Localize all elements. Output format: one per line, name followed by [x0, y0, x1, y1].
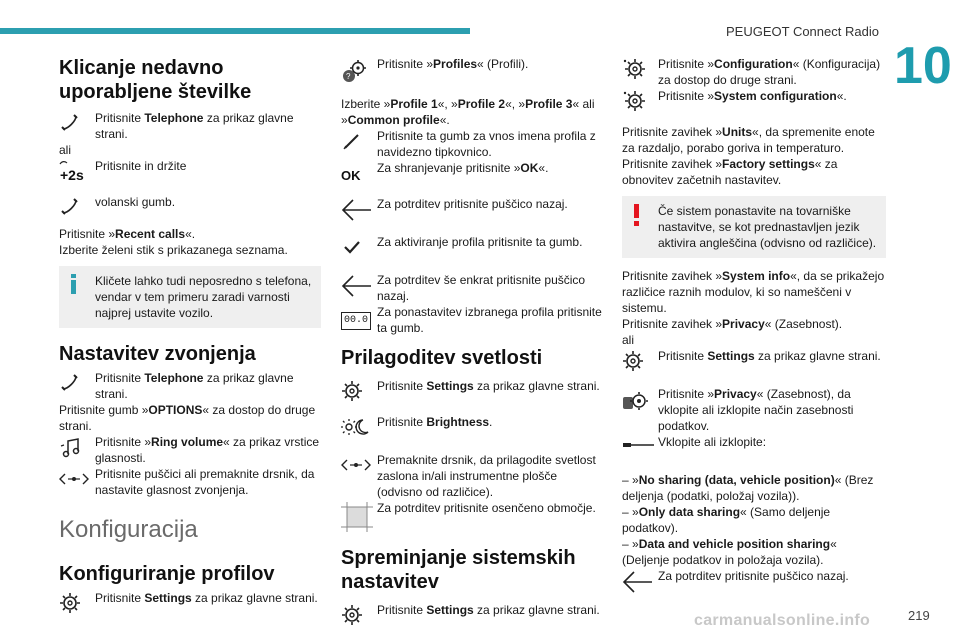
step-system-1: Pritisnite Settings za prikaz glavne strani.: [341, 602, 603, 634]
info-note: Kličete lahko tudi neposredno s telefona, vendar v tem primeru zaradi varnosti najprej ustavite vozilo.: [59, 266, 321, 328]
check-mark-icon: [341, 234, 377, 266]
step-name-profile: Pritisnite ta gumb za vnos imena profila z navidezno tipkovnico.: [341, 128, 603, 160]
hold-label: +2s: [60, 167, 84, 183]
column-3: [622, 56, 886, 600]
step-recent-3: volanski gumb.: [59, 194, 321, 226]
heading-configuration: Konfiguracija: [59, 516, 198, 543]
chapter-number: 10: [894, 37, 952, 95]
info-icon: [69, 274, 79, 298]
step-back-1: Za potrditev pritisnite puščico nazaj.: [341, 196, 603, 228]
step-activate: Za aktiviranje profila pritisnite ta gumb.: [341, 234, 603, 266]
step-recent-1: Pritisnite Telephone za prikaz glavne strani.: [59, 110, 321, 142]
step-recent-4: Pritisnite »Recent calls«.: [59, 227, 196, 241]
settings-gear-icon: [622, 348, 658, 380]
settings-gear-icon: [622, 56, 658, 88]
settings-gear-icon: [341, 378, 377, 410]
column-2: [341, 56, 603, 634]
step-config: Pritisnite »Configuration« (Konfiguracija) za dostop do druge strani.: [622, 56, 886, 88]
back-arrow-icon: [622, 568, 658, 600]
telephone-handset-icon: [59, 110, 95, 142]
step-reset: 00.0 Za ponastavitev izbranega profila pritisnite ta gumb.: [341, 304, 603, 336]
settings-gear-icon: [59, 590, 95, 622]
watermark: carmanualsonline.info: [694, 612, 871, 629]
reset-profile-icon: 00.0: [341, 304, 377, 336]
step-light-2: Pritisnite Brightness.: [341, 414, 603, 446]
step-profile-1: Pritisnite Settings za prikaz glavne strani.: [59, 590, 321, 622]
settings-gear-icon: [341, 602, 377, 634]
shaded-area-icon: [341, 500, 377, 532]
step-ring-4: Pritisnite puščici ali premaknite drsnik, da nastavite glasnost zvonjenja.: [59, 466, 321, 498]
step-light-1: Pritisnite Settings za prikaz glavne strani.: [341, 378, 603, 410]
step-recent-5: Izberite želeni stik s prikazanega seznama.: [59, 243, 288, 257]
text-ali: ali: [622, 333, 635, 347]
column-1: [59, 56, 321, 622]
slider-arrows-icon: [59, 466, 95, 498]
heading-system-settings: Spreminjanje sistemskih nastavitev: [341, 547, 576, 593]
step-ring-3: Pritisnite »Ring volume« za prikaz vrstice glasnosti.: [59, 434, 321, 466]
heading-profiles: Konfiguriranje profilov: [59, 563, 275, 585]
option-data-position-sharing: – »Data and vehicle position sharing« (Deljenje podatkov in položaja vozila).: [622, 537, 837, 567]
heading-brightness: Prilagoditev svetlosti: [341, 347, 543, 369]
hold-2s-icon: [59, 158, 95, 190]
settings-gear-icon: [622, 88, 658, 120]
step-privacy-settings: Pritisnite Settings za prikaz glavne strani.: [622, 348, 886, 380]
slider-arrows-icon: [341, 452, 377, 484]
step-privacy-tab: Pritisnite zavihek »Privacy« (Zasebnost).: [622, 317, 843, 331]
toggle-switch-icon: [622, 434, 658, 466]
step-units: Pritisnite zavihek »Units«, da spremenite enote za razdaljo, porabo goriva in temperaturo.: [622, 125, 875, 155]
step-select-profile: Izberite »Profile 1«, »Profile 2«, »Profile 3« ali »Common profile«.: [341, 97, 595, 127]
warning-exclamation-icon: [632, 204, 642, 230]
step-profiles: ? Pritisnite »Profiles« (Profili).: [341, 56, 603, 88]
warning-note: Če sistem ponastavite na tovarniške nastavitve, se kot prednastavljen jezik aktivira angleščina (odvisno od različice).: [622, 196, 886, 258]
music-note-icon: [59, 434, 95, 466]
back-arrow-icon: [341, 272, 377, 304]
step-ring-2: Pritisnite gumb »OPTIONS« za dostop do druge strani.: [59, 403, 316, 433]
step-recent-2: +2s Pritisnite in držite: [59, 158, 321, 190]
step-privacy-mode: Pritisnite »Privacy« (Zasebnost), da vklopite ali izklopite način zasebnosti podatkov.: [622, 386, 886, 434]
page-number: 219: [908, 608, 930, 623]
brightness-icon: [341, 414, 377, 446]
heading-ringtone: Nastavitev zvonjenja: [59, 343, 256, 365]
step-light-4: Za potrditev pritisnite osenčeno območje.: [341, 500, 603, 532]
running-head: PEUGEOT Connect Radio: [726, 24, 879, 39]
step-back-2: Za potrditev še enkrat pritisnite puščico nazaj.: [341, 272, 603, 304]
ok-button-icon: OK: [341, 168, 361, 183]
back-arrow-icon: [341, 196, 377, 228]
heading-recent-calls: Klicanje nedavno uporabljene številke: [59, 57, 252, 103]
step-system-config: Pritisnite »System configuration«.: [622, 88, 886, 120]
text-ali: ali: [59, 143, 72, 157]
step-toggle: Vklopite ali izklopite:: [622, 434, 886, 466]
profile-gear-icon: [341, 56, 377, 88]
telephone-handset-icon: [59, 370, 95, 402]
svg-text:?: ?: [346, 72, 351, 81]
option-no-sharing: – »No sharing (data, vehicle position)« (Brez deljenja (podatki, položaj vozila)).: [622, 473, 874, 503]
step-system-info: Pritisnite zavihek »System info«, da se prikažejo različice raznih modulov, ki so nameščeni v sistemu.: [622, 269, 885, 315]
step-back-3: Za potrditev pritisnite puščico nazaj.: [622, 568, 886, 600]
step-factory: Pritisnite zavihek »Factory settings« za obnovitev začetnih nastavitev.: [622, 157, 838, 187]
step-ring-1: Pritisnite Telephone za prikaz glavne strani.: [59, 370, 321, 402]
step-save: OK Za shranjevanje pritisnite »OK«.: [341, 160, 603, 192]
header-accent-bar: [0, 28, 470, 34]
pencil-icon: [341, 128, 377, 160]
telephone-handset-icon: [59, 194, 95, 226]
option-data-sharing: – »Only data sharing« (Samo deljenje podatkov).: [622, 505, 831, 535]
step-light-3: Premaknite drsnik, da prilagodite svetlost zaslona in/ali instrumentne plošče (odvisno od različice).: [341, 452, 603, 500]
privacy-gear-icon: [622, 386, 658, 418]
